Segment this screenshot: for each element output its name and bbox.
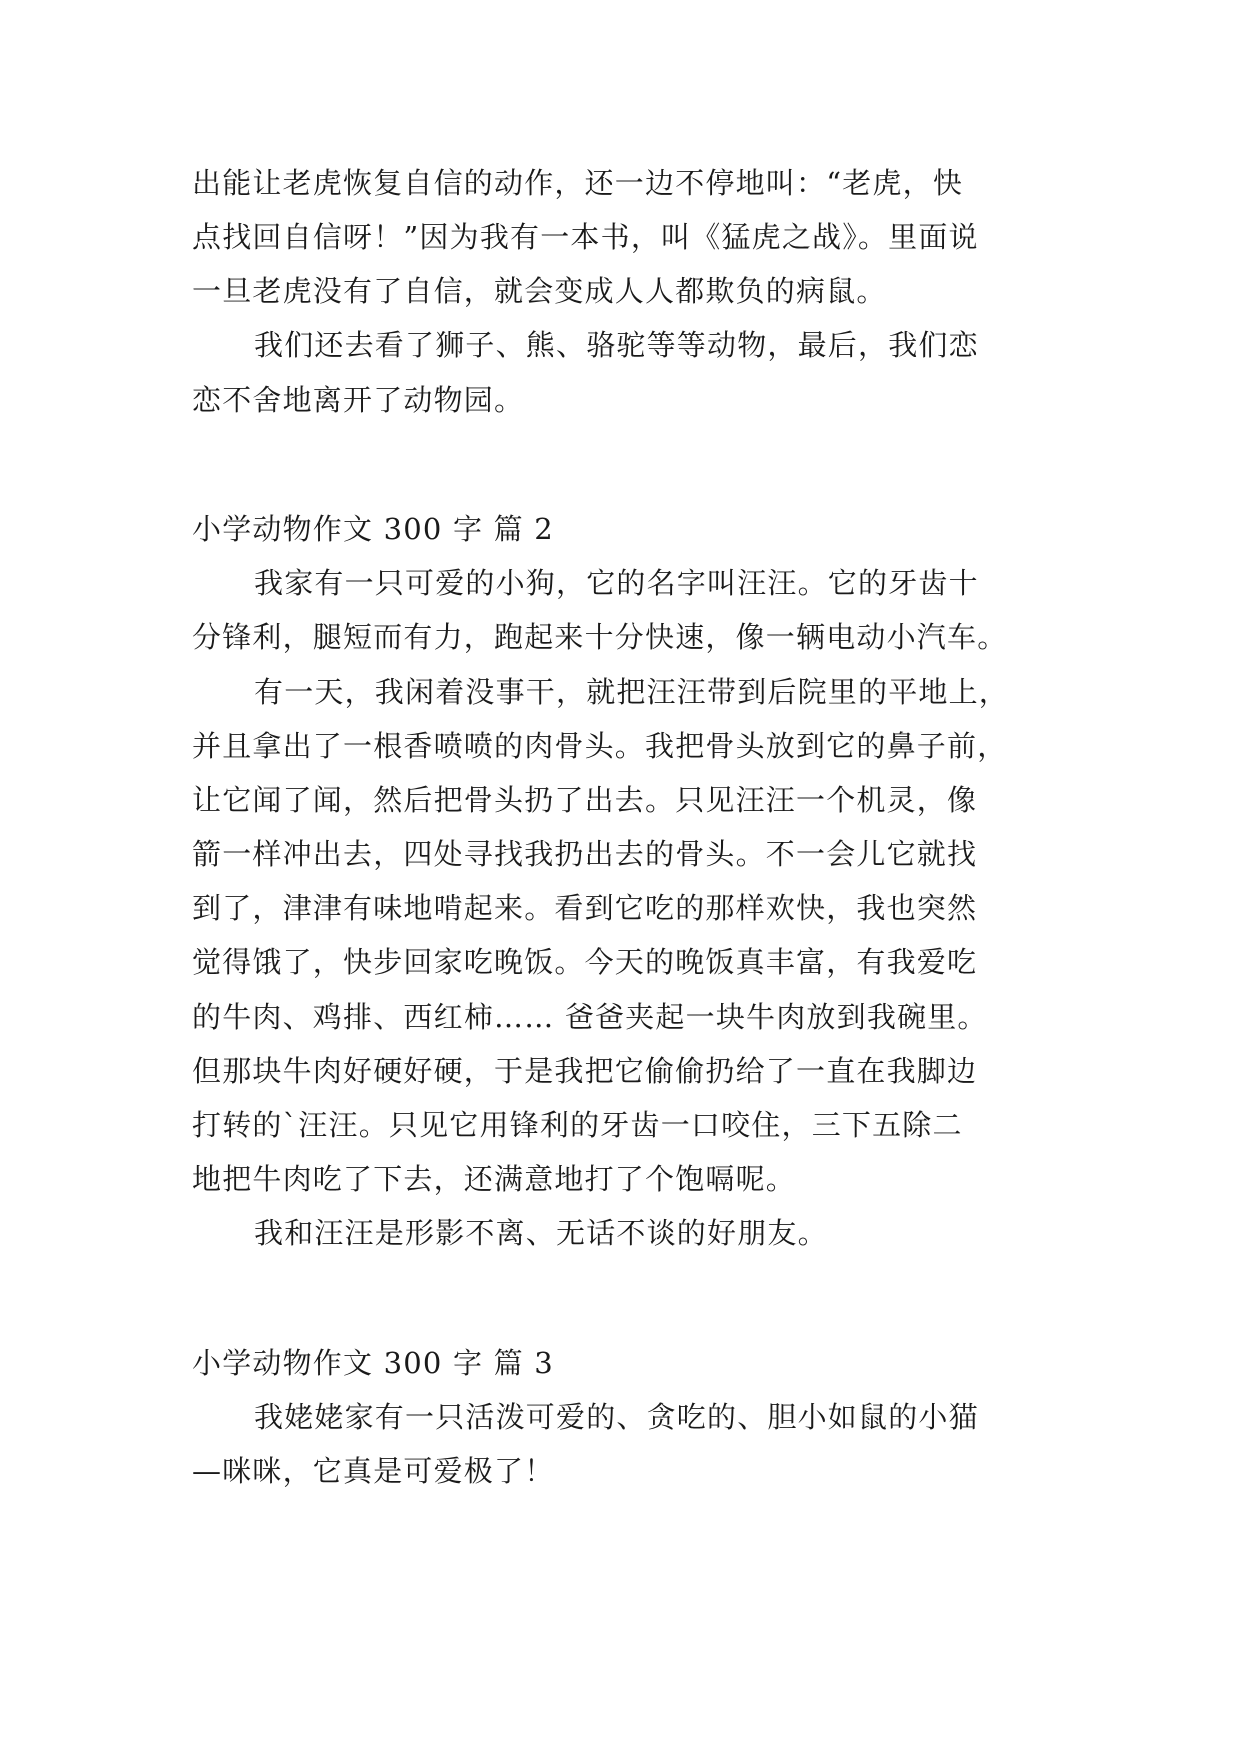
paragraph-line: 恋不舍地离开了动物园。 [192,383,525,417]
paragraph-line: 我们还去看了狮子、熊、骆驼等等动物，最后，我们恋 [254,328,979,362]
paragraph-line: 到了，津津有味地啃起来。看到它吃的那样欢快，我也突然 [192,891,978,925]
paragraph-line: 点找回自信呀！”因为我有一本书，叫《猛虎之战》。里面说 [192,220,979,254]
paragraph-line: 地把牛肉吃了下去，还满意地打了个饱嗝呢。 [192,1162,797,1196]
paragraph-line: 打转的`汪汪。只见它用锋利的牙齿一口咬住，三下五除二 [192,1108,963,1142]
paragraph-line: 出能让老虎恢复自信的动作，还一边不停地叫：“老虎，快 [192,166,964,200]
paragraph-line: 我家有一只可爱的小狗，它的名字叫汪汪。它的牙齿十 [254,566,979,600]
paragraph-line: 让它闻了闻，然后把骨头扔了出去。只见汪汪一个机灵，像 [192,783,978,817]
paragraph-line: 的牛肉、鸡排、西红柿…… 爸爸夹起一块牛肉放到我碗里。 [192,1000,988,1034]
paragraph-line: 觉得饿了，快步回家吃晚饭。今天的晚饭真丰富，有我爱吃 [192,945,978,979]
paragraph-line: 分锋利，腿短而有力，跑起来十分快速，像一辆电动小汽车。 [192,620,1008,654]
paragraph-line: 我和汪汪是形影不离、无话不谈的好朋友。 [254,1216,828,1250]
paragraph-line: 箭一样冲出去，四处寻找我扔出去的骨头。不一会儿它就找 [192,837,978,871]
paragraph-line: —咪咪，它真是可爱极了！ [192,1454,555,1488]
paragraph-line: 一旦老虎没有了自信，就会变成人人都欺负的病鼠。 [192,274,887,308]
paragraph-line: 但那块牛肉好硬好硬，于是我把它偷偷扔给了一直在我脚边 [192,1054,978,1088]
section-heading: 小学动物作文 300 字 篇 2 [192,512,554,546]
paragraph-line: 有一天，我闲着没事干，就把汪汪带到后院里的平地上， [254,675,1010,709]
section-heading: 小学动物作文 300 字 篇 3 [192,1346,554,1380]
paragraph-line: 我姥姥家有一只活泼可爱的、贪吃的、胆小如鼠的小猫 [254,1400,979,1434]
paragraph-line: 并且拿出了一根香喷喷的肉骨头。我把骨头放到它的鼻子前， [192,729,1008,763]
